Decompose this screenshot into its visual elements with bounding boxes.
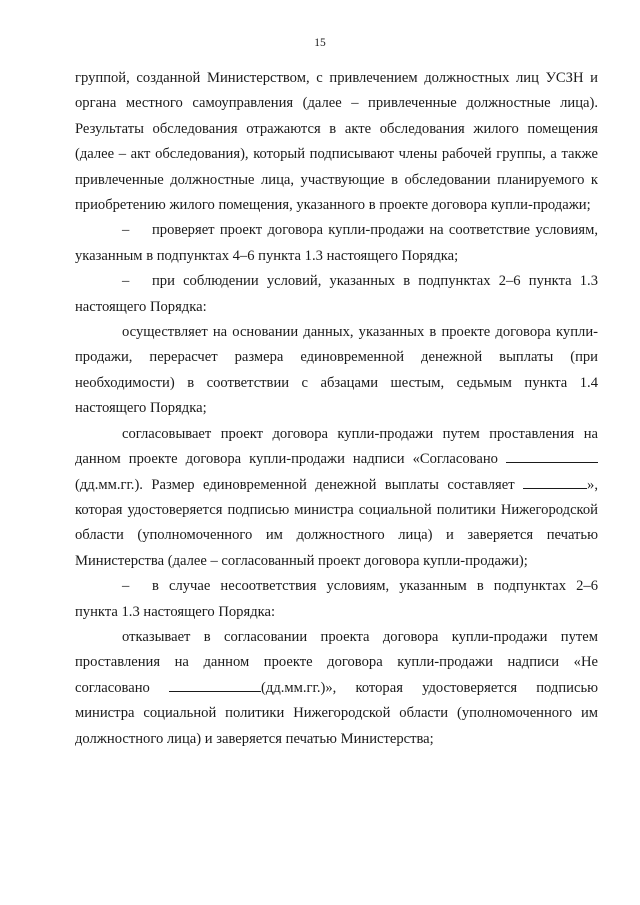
approval-text-end: », которая удостоверяется подписью министра социальной политики Нижегородской области (уполномоченного им должностного лица) и заверяется печатью Министерства (далее – согласованный проект договора купли-продажи);: [75, 476, 598, 569]
paragraph-approval: [75, 422, 598, 574]
dash-bullet: –: [122, 578, 130, 595]
list-item-text: при соблюдении условий, указанных в подпунктах 2–6 пункта 1.3 настоящего Порядка:: [75, 273, 598, 315]
list-item-conditions-met: [75, 269, 598, 320]
list-item-text: в случае несоответствия условиям, указанным в подпунктах 2–6 пункта 1.3 настоящего Порядка:: [75, 578, 598, 620]
refusal-text-end: (дд.мм.гг.)», которая удостоверяется подписью министра социальной политики Нижегородской области (уполномоченного им должностного лица) и заверяется печатью Министерства;: [75, 679, 598, 747]
list-item-text: проверяет проект договора купли-продажи на соответствие условиям, указанным в подпунктах 4–6 пункта 1.3 настоящего Порядка;: [75, 222, 598, 264]
amount-blank-line: [523, 474, 587, 489]
paragraph-recalculation: осуществляет на основании данных, указанных в проекте договора купли-продажи, перерасчет размера единовременной денежной выплаты (при необходимости) в соответствии с абзацами шестым, седьмым пункта 1.4 настоящего Порядка;: [75, 324, 598, 417]
page-number: 15: [314, 37, 326, 49]
document-body: [75, 66, 598, 752]
dash-bullet: –: [122, 273, 130, 290]
dash-bullet: –: [122, 222, 130, 239]
approval-text-middle: (дд.мм.гг.). Размер единовременной денежной выплаты составляет: [75, 476, 524, 493]
approval-text-start: согласовывает проект договора купли-продажи путем проставления на данном проекте договора купли-продажи надписи «Согласовано: [75, 425, 598, 468]
paragraph-continuation: группой, созданной Министерством, с привлечением должностных лиц УСЗН и органа местного самоуправления (далее – привлеченные должностные лица). Результаты обследования отражаются в акте обследования жилого помещения (далее – акт обследования), который подписывают члены рабочей группы, а также привлеченные должностные лица, участвующие в обследовании планируемого к приобретению жилого помещения, указанного в проекте договора купли-продажи;: [75, 70, 598, 214]
paragraph-refusal: [75, 625, 598, 752]
date-blank-line: [506, 448, 598, 463]
refusal-text-start: отказывает в согласовании проекта договора купли-продажи путем проставления на данном проекте договора купли-продажи надписи «Не согласовано: [75, 628, 598, 696]
list-item-check-contract: [75, 218, 598, 269]
date-blank-line: [169, 677, 261, 692]
list-item-conditions-not-met: [75, 574, 598, 625]
